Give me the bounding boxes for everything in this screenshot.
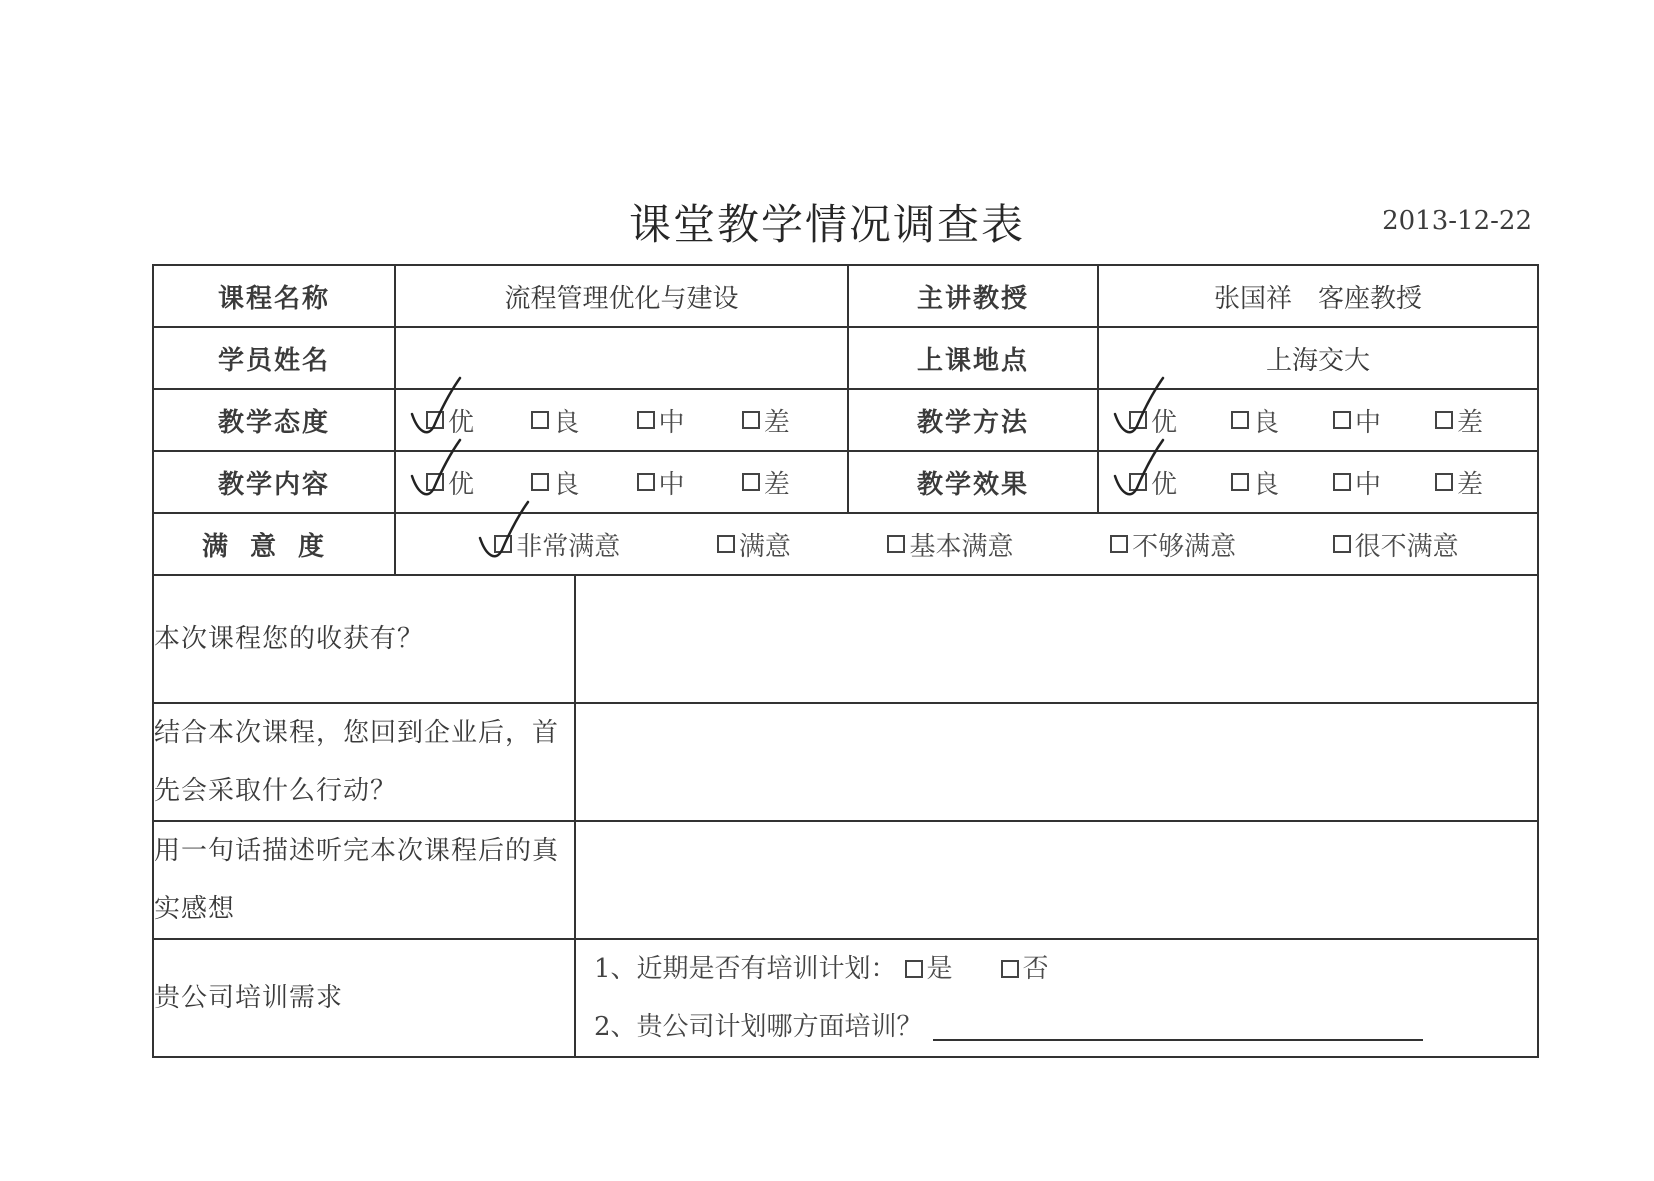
rating-label-content: 教学内容: [153, 451, 395, 513]
row-attitude-method: [153, 389, 1538, 451]
option-label: 非常满意: [516, 531, 621, 562]
option-label: 否: [1022, 954, 1049, 984]
option-label: 良: [1253, 407, 1280, 438]
grade-option[interactable]: [531, 402, 636, 439]
rating-label-attitude: 教学态度: [153, 389, 395, 451]
rating-label-effect: 教学效果: [848, 451, 1098, 513]
option-label: 很不满意: [1354, 531, 1459, 562]
option-label: 优: [1151, 469, 1178, 500]
checkbox-icon[interactable]: [905, 960, 923, 978]
checkbox-icon[interactable]: [1129, 411, 1147, 429]
option-label: 差: [763, 469, 790, 500]
grade-option[interactable]: [742, 402, 847, 439]
option-label: 中: [1355, 469, 1382, 500]
training-area-question: 2、贵公司计划哪方面培训？: [594, 1012, 923, 1042]
checkbox-icon[interactable]: [1129, 473, 1147, 491]
grade-option[interactable]: [1435, 402, 1537, 439]
grade-option[interactable]: [1129, 464, 1231, 501]
checkbox-icon[interactable]: [1333, 473, 1351, 491]
checkbox-icon[interactable]: [887, 535, 905, 553]
grade-option[interactable]: [426, 402, 531, 439]
question-feeling: 用一句话描述听完本次课程后的真实感想: [153, 821, 575, 939]
checkbox-icon[interactable]: [742, 473, 760, 491]
form-title: 课堂教学情况调查表: [628, 200, 1025, 249]
checkbox-icon[interactable]: [1231, 411, 1249, 429]
location-label: 上课地点: [848, 327, 1098, 389]
form-date: 2013-12-22: [1382, 206, 1532, 236]
option-label: 中: [658, 407, 685, 438]
satisfaction-options: [395, 513, 1538, 575]
answer-feeling-field[interactable]: [575, 821, 1538, 939]
lecturer-value[interactable]: 张国祥 客座教授: [1098, 265, 1538, 327]
grade-option[interactable]: [1231, 464, 1333, 501]
grade-option[interactable]: [637, 402, 742, 439]
checkbox-icon[interactable]: [717, 535, 735, 553]
row-satisfaction: [153, 513, 1538, 575]
training-area-line: [576, 998, 1537, 1056]
grade-option[interactable]: [1231, 402, 1333, 439]
checkbox-icon[interactable]: [1231, 473, 1249, 491]
grade-option[interactable]: [742, 464, 847, 501]
checkbox-icon[interactable]: [1435, 411, 1453, 429]
option-label: 优: [1151, 407, 1178, 438]
training-plan-line: [576, 940, 1537, 998]
course-label: 课程名称: [153, 265, 395, 327]
lecturer-label: 主讲教授: [848, 265, 1098, 327]
checkbox-icon[interactable]: [494, 535, 512, 553]
grade-option[interactable]: [426, 464, 531, 501]
satisfaction-option[interactable]: [717, 526, 791, 563]
checkbox-icon[interactable]: [1110, 535, 1128, 553]
satisfaction-option[interactable]: [1110, 526, 1236, 563]
option-label: 差: [1457, 407, 1484, 438]
row-student: [153, 327, 1538, 389]
option-label: 良: [553, 407, 580, 438]
student-label: 学员姓名: [153, 327, 395, 389]
option-label: 良: [553, 469, 580, 500]
checkbox-icon[interactable]: [1001, 960, 1019, 978]
location-value[interactable]: 上海交大: [1098, 327, 1538, 389]
option-label: 差: [1457, 469, 1484, 500]
checkbox-icon[interactable]: [426, 411, 444, 429]
option-label: 优: [448, 407, 475, 438]
grade-option[interactable]: [1333, 464, 1435, 501]
answer-action-field[interactable]: [575, 703, 1538, 821]
rating-options-content: [395, 451, 848, 513]
survey-table: [152, 264, 1539, 1058]
training-label: 贵公司培训需求: [153, 939, 575, 1057]
satisfaction-option[interactable]: [887, 526, 1013, 563]
option-label: 不够满意: [1132, 531, 1237, 562]
option-label: 优: [448, 469, 475, 500]
checkbox-icon[interactable]: [1333, 411, 1351, 429]
checkbox-icon[interactable]: [1435, 473, 1453, 491]
checkbox-icon[interactable]: [637, 473, 655, 491]
rating-options-effect: [1098, 451, 1538, 513]
rating-options-method: [1098, 389, 1538, 451]
row-course: [153, 265, 1538, 327]
grade-option[interactable]: [637, 464, 742, 501]
grade-option[interactable]: [1435, 464, 1537, 501]
row-question-2: [153, 703, 1538, 821]
option-label: 中: [658, 469, 685, 500]
row-question-3: [153, 821, 1538, 939]
training-plan-question: 1、近期是否有培训计划：: [594, 954, 897, 984]
checkbox-icon[interactable]: [531, 411, 549, 429]
question-action: 结合本次课程，您回到企业后，首先会采取什么行动？: [153, 703, 575, 821]
grade-option[interactable]: [1333, 402, 1435, 439]
option-label: 是: [926, 954, 953, 984]
option-label: 基本满意: [909, 531, 1014, 562]
checkbox-icon[interactable]: [426, 473, 444, 491]
training-needs: [575, 939, 1538, 1057]
option-label: 差: [763, 407, 790, 438]
training-plan-option[interactable]: [905, 940, 953, 998]
checkbox-icon[interactable]: [742, 411, 760, 429]
course-value[interactable]: 流程管理优化与建设: [395, 265, 848, 327]
checkbox-icon[interactable]: [1333, 535, 1351, 553]
row-question-1: [153, 575, 1538, 703]
training-area-field[interactable]: [933, 1013, 1423, 1041]
answer-gains-field[interactable]: [575, 575, 1538, 703]
option-label: 中: [1355, 407, 1382, 438]
option-label: 满意: [738, 531, 791, 562]
student-name-field[interactable]: [395, 327, 848, 389]
option-label: 良: [1253, 469, 1280, 500]
checkbox-icon[interactable]: [637, 411, 655, 429]
grade-option[interactable]: [531, 464, 636, 501]
satisfaction-label: 满意度: [153, 513, 395, 575]
satisfaction-option[interactable]: [494, 526, 620, 563]
checkbox-icon[interactable]: [531, 473, 549, 491]
satisfaction-option[interactable]: [1333, 526, 1459, 563]
rating-options-attitude: [395, 389, 848, 451]
row-training: [153, 939, 1538, 1057]
question-gains: 本次课程您的收获有？: [153, 575, 575, 703]
rating-label-method: 教学方法: [848, 389, 1098, 451]
training-plan-option[interactable]: [1001, 940, 1049, 998]
grade-option[interactable]: [1129, 402, 1231, 439]
row-content-effect: [153, 451, 1538, 513]
